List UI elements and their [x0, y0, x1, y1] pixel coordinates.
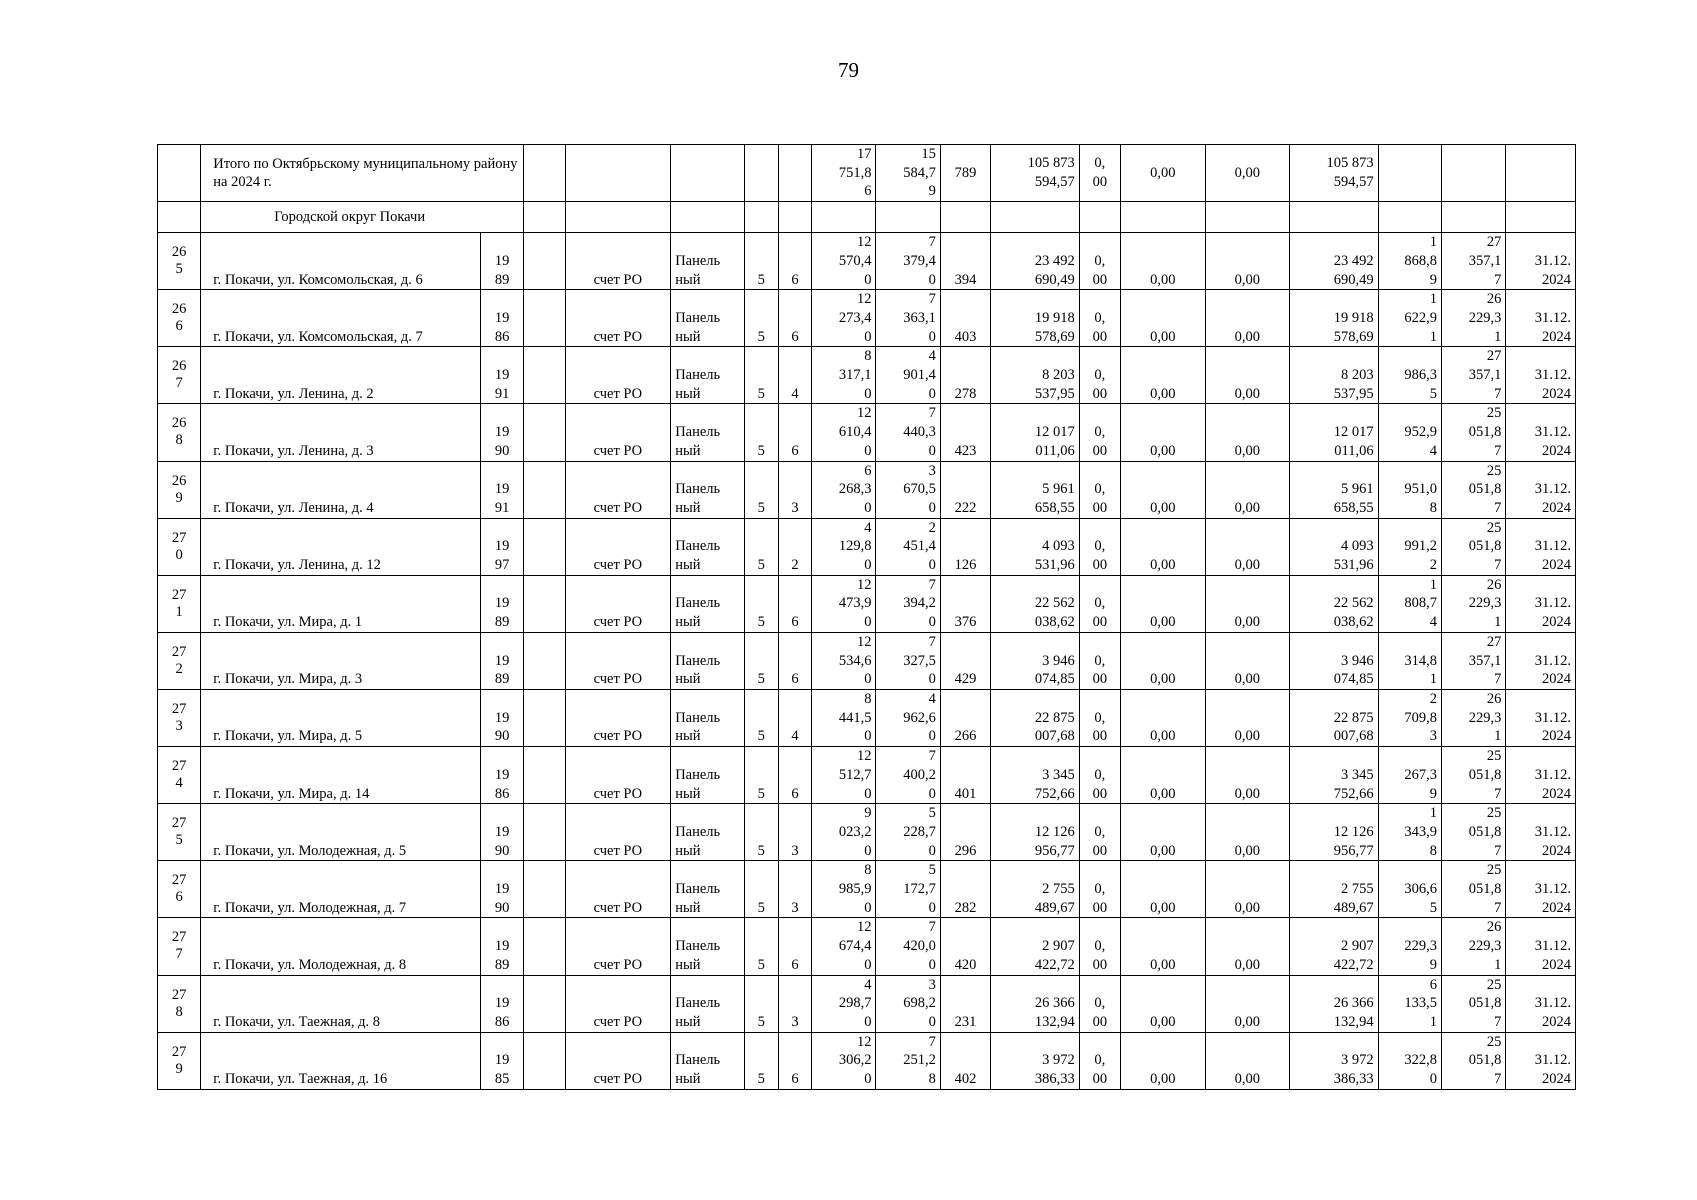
fund-share: 0, 00: [1079, 233, 1120, 290]
budget-share-1: 0,00: [1120, 518, 1205, 575]
wall-material: Панель ный: [671, 290, 744, 347]
entrances: 2: [778, 518, 811, 575]
completion-date: 31.12. 2024: [1506, 404, 1576, 461]
entrances: 6: [778, 233, 811, 290]
build-year: 19 89: [481, 575, 524, 632]
budget-share-1: 0,00: [1120, 461, 1205, 518]
capital-repair-table: [157, 144, 1576, 1090]
build-year: 19 91: [481, 347, 524, 404]
table-row: [158, 404, 1576, 461]
owners-funds: 22 562 038,62: [1290, 575, 1379, 632]
owners-funds: 19 918 578,69: [1290, 290, 1379, 347]
cost-limit: 27 357,1 7: [1441, 347, 1505, 404]
living-area: 5 172,7 0: [876, 861, 940, 918]
owners-funds: 3 972 386,33: [1290, 1032, 1379, 1089]
total-area: 12 570,4 0: [812, 233, 876, 290]
row-number: 27 0: [158, 518, 201, 575]
funding-method: счет РО: [565, 975, 671, 1032]
living-area: 7 420,0 0: [876, 918, 940, 975]
budget-share-2: 0,00: [1205, 747, 1290, 804]
unit-cost: 1 343,9 8: [1378, 804, 1441, 861]
living-area: 7 400,2 0: [876, 747, 940, 804]
floors: 5: [744, 347, 778, 404]
row-number: 27 8: [158, 975, 201, 1032]
total-area: 12 306,2 0: [812, 1032, 876, 1089]
total-area: 12 473,9 0: [812, 575, 876, 632]
fund-share: 0, 00: [1079, 861, 1120, 918]
completion-date: 31.12. 2024: [1506, 861, 1576, 918]
total-area: 8 317,1 0: [812, 347, 876, 404]
row-number: 27 6: [158, 861, 201, 918]
row-number: 27 7: [158, 918, 201, 975]
table-row: [158, 290, 1576, 347]
funding-method: счет РО: [565, 518, 671, 575]
fund-share: 0, 00: [1079, 347, 1120, 404]
floors: 5: [744, 1032, 778, 1089]
owners-funds: 8 203 537,95: [1290, 347, 1379, 404]
cost-limit: 25 051,8 7: [1441, 461, 1505, 518]
funding-method: счет РО: [565, 347, 671, 404]
budget-share-1: 0,00: [1120, 632, 1205, 689]
budget-share-2: 0,00: [1205, 575, 1290, 632]
residents: 401: [940, 747, 990, 804]
entrances: 4: [778, 689, 811, 746]
build-year: 19 91: [481, 461, 524, 518]
owners-funds: 23 492 690,49: [1290, 233, 1379, 290]
funding-method: счет РО: [565, 1032, 671, 1089]
floors: 5: [744, 975, 778, 1032]
residents: 429: [940, 632, 990, 689]
budget-share-2: 0,00: [1205, 290, 1290, 347]
total-area: 9 023,2 0: [812, 804, 876, 861]
completion-date: 31.12. 2024: [1506, 1032, 1576, 1089]
repair-cost: 12 017 011,06: [991, 404, 1080, 461]
floors: 5: [744, 518, 778, 575]
row-number: 26 9: [158, 461, 201, 518]
cost-limit: 25 051,8 7: [1441, 975, 1505, 1032]
completion-date: 31.12. 2024: [1506, 575, 1576, 632]
row-number: 27 4: [158, 747, 201, 804]
fund-share: 0, 00: [1079, 975, 1120, 1032]
funding-method: счет РО: [565, 461, 671, 518]
total-area: 12 273,4 0: [812, 290, 876, 347]
funding-method: счет РО: [565, 233, 671, 290]
entrances: 6: [778, 918, 811, 975]
wall-material: Панель ный: [671, 975, 744, 1032]
floors: 5: [744, 918, 778, 975]
row-number: 27 5: [158, 804, 201, 861]
wall-material: Панель ный: [671, 461, 744, 518]
funding-method: счет РО: [565, 804, 671, 861]
table-row: [158, 861, 1576, 918]
row-number: 27 9: [158, 1032, 201, 1089]
repair-cost: 2 755 489,67: [991, 861, 1080, 918]
budget-share-1: 0,00: [1120, 233, 1205, 290]
repair-cost: 4 093 531,96: [991, 518, 1080, 575]
completion-date: 31.12. 2024: [1506, 918, 1576, 975]
fund-share: 0, 00: [1079, 290, 1120, 347]
repair-cost: 19 918 578,69: [991, 290, 1080, 347]
living-area: 2 451,4 0: [876, 518, 940, 575]
unit-cost: 1 622,9 1: [1378, 290, 1441, 347]
residents: 278: [940, 347, 990, 404]
address: г. Покачи, ул. Ленина, д. 12: [201, 518, 481, 575]
owners-funds: 3 345 752,66: [1290, 747, 1379, 804]
row-number: 26 8: [158, 404, 201, 461]
living-area: 7 363,1 0: [876, 290, 940, 347]
residents: 126: [940, 518, 990, 575]
table-row: [158, 518, 1576, 575]
build-year: 19 90: [481, 804, 524, 861]
completion-date: 31.12. 2024: [1506, 290, 1576, 347]
repair-cost: 22 562 038,62: [991, 575, 1080, 632]
budget-share-2: 0,00: [1205, 689, 1290, 746]
address: г. Покачи, ул. Ленина, д. 2: [201, 347, 481, 404]
funding-method: счет РО: [565, 404, 671, 461]
unit-cost: 322,8 0: [1378, 1032, 1441, 1089]
repair-cost: 3 345 752,66: [991, 747, 1080, 804]
cost-limit: 26 229,3 1: [1441, 918, 1505, 975]
owners-funds: 5 961 658,55: [1290, 461, 1379, 518]
repair-cost: 3 972 386,33: [991, 1032, 1080, 1089]
repair-cost: 5 961 658,55: [991, 461, 1080, 518]
row-number: 26 6: [158, 290, 201, 347]
living-area: 7 251,2 8: [876, 1032, 940, 1089]
wall-material: Панель ный: [671, 689, 744, 746]
completion-date: 31.12. 2024: [1506, 518, 1576, 575]
entrances: 6: [778, 404, 811, 461]
owners-funds: 2 755 489,67: [1290, 861, 1379, 918]
living-area: 4 901,4 0: [876, 347, 940, 404]
total-cost: 105 873 594,57: [991, 145, 1080, 202]
build-year: 19 90: [481, 689, 524, 746]
fund-share: 0, 00: [1079, 747, 1120, 804]
build-year: 19 90: [481, 861, 524, 918]
section-row: [158, 202, 1576, 233]
wall-material: Панель ный: [671, 404, 744, 461]
address: г. Покачи, ул. Мира, д. 5: [201, 689, 481, 746]
residents: 376: [940, 575, 990, 632]
total-area: 8 441,5 0: [812, 689, 876, 746]
total-residents: 789: [940, 145, 990, 202]
table-row: [158, 632, 1576, 689]
fund-share: 0, 00: [1079, 461, 1120, 518]
total-area: 12 674,4 0: [812, 918, 876, 975]
total-area: 17 751,8 6: [812, 145, 876, 202]
row-number: 27 1: [158, 575, 201, 632]
budget-share-2: 0,00: [1205, 461, 1290, 518]
entrances: 3: [778, 461, 811, 518]
cost-limit: 25 051,8 7: [1441, 518, 1505, 575]
budget-share-1: 0,00: [1120, 861, 1205, 918]
row-number: 27 3: [158, 689, 201, 746]
table-row: [158, 747, 1576, 804]
address: г. Покачи, ул. Таежная, д. 8: [201, 975, 481, 1032]
budget-share-1: 0,00: [1120, 347, 1205, 404]
owners-funds: 12 126 956,77: [1290, 804, 1379, 861]
budget-share-1: 0,00: [1120, 1032, 1205, 1089]
cost-limit: 26 229,3 1: [1441, 689, 1505, 746]
owners-funds: 2 907 422,72: [1290, 918, 1379, 975]
wall-material: Панель ный: [671, 804, 744, 861]
funding-method: счет РО: [565, 575, 671, 632]
total-row: [158, 145, 1576, 202]
total-living-area: 15 584,7 9: [876, 145, 940, 202]
cost-limit: 25 051,8 7: [1441, 804, 1505, 861]
budget-share-1: 0,00: [1120, 404, 1205, 461]
repair-cost: 22 875 007,68: [991, 689, 1080, 746]
address: г. Покачи, ул. Комсомольская, д. 7: [201, 290, 481, 347]
unit-cost: 951,0 8: [1378, 461, 1441, 518]
unit-cost: 314,8 1: [1378, 632, 1441, 689]
living-area: 3 698,2 0: [876, 975, 940, 1032]
unit-cost: 229,3 9: [1378, 918, 1441, 975]
build-year: 19 89: [481, 632, 524, 689]
unit-cost: 6 133,5 1: [1378, 975, 1441, 1032]
living-area: 7 394,2 0: [876, 575, 940, 632]
unit-cost: 991,2 2: [1378, 518, 1441, 575]
entrances: 6: [778, 632, 811, 689]
repair-cost: 2 907 422,72: [991, 918, 1080, 975]
floors: 5: [744, 804, 778, 861]
funding-method: счет РО: [565, 689, 671, 746]
cost-limit: 27 357,1 7: [1441, 632, 1505, 689]
floors: 5: [744, 290, 778, 347]
build-year: 19 86: [481, 290, 524, 347]
budget-share-1: 0,00: [1120, 918, 1205, 975]
fund-share: 0, 00: [1079, 575, 1120, 632]
residents: 282: [940, 861, 990, 918]
completion-date: 31.12. 2024: [1506, 689, 1576, 746]
owners-funds: 3 946 074,85: [1290, 632, 1379, 689]
unit-cost: 1 868,8 9: [1378, 233, 1441, 290]
fund-share: 0, 00: [1079, 689, 1120, 746]
residents: 296: [940, 804, 990, 861]
budget-share-2: 0,00: [1205, 404, 1290, 461]
total-area: 12 534,6 0: [812, 632, 876, 689]
completion-date: 31.12. 2024: [1506, 233, 1576, 290]
total-area: 8 985,9 0: [812, 861, 876, 918]
living-area: 7 327,5 0: [876, 632, 940, 689]
wall-material: Панель ный: [671, 575, 744, 632]
residents: 231: [940, 975, 990, 1032]
budget-share-2: 0,00: [1205, 233, 1290, 290]
wall-material: Панель ный: [671, 1032, 744, 1089]
table-row: [158, 975, 1576, 1032]
address: г. Покачи, ул. Молодежная, д. 5: [201, 804, 481, 861]
build-year: 19 89: [481, 918, 524, 975]
repair-cost: 23 492 690,49: [991, 233, 1080, 290]
address: г. Покачи, ул. Ленина, д. 4: [201, 461, 481, 518]
owners-funds: 4 093 531,96: [1290, 518, 1379, 575]
funding-method: счет РО: [565, 290, 671, 347]
completion-date: 31.12. 2024: [1506, 347, 1576, 404]
budget-share-2: 0,00: [1205, 347, 1290, 404]
fund-share: 0, 00: [1079, 632, 1120, 689]
build-year: 19 86: [481, 975, 524, 1032]
residents: 222: [940, 461, 990, 518]
unit-cost: 306,6 5: [1378, 861, 1441, 918]
cost-limit: 26 229,3 1: [1441, 290, 1505, 347]
repair-cost: 3 946 074,85: [991, 632, 1080, 689]
table-row: [158, 233, 1576, 290]
row-number: 27 2: [158, 632, 201, 689]
budget-share-2: 0,00: [1205, 632, 1290, 689]
completion-date: 31.12. 2024: [1506, 804, 1576, 861]
unit-cost: 986,3 5: [1378, 347, 1441, 404]
residents: 402: [940, 1032, 990, 1089]
address: г. Покачи, ул. Таежная, д. 16: [201, 1032, 481, 1089]
row-number: 26 7: [158, 347, 201, 404]
entrances: 6: [778, 1032, 811, 1089]
entrances: 3: [778, 804, 811, 861]
budget-share-2: 0,00: [1205, 861, 1290, 918]
cost-limit: 25 051,8 7: [1441, 404, 1505, 461]
budget-share-1: 0,00: [1120, 804, 1205, 861]
floors: 5: [744, 461, 778, 518]
budget-share-1: 0,00: [1120, 290, 1205, 347]
funding-method: счет РО: [565, 918, 671, 975]
total-fund: 0, 00: [1079, 145, 1120, 202]
table-row: [158, 461, 1576, 518]
budget-share-1: 0,00: [1120, 747, 1205, 804]
living-area: 5 228,7 0: [876, 804, 940, 861]
wall-material: Панель ный: [671, 518, 744, 575]
cost-limit: 27 357,1 7: [1441, 233, 1505, 290]
wall-material: Панель ный: [671, 632, 744, 689]
funding-method: счет РО: [565, 632, 671, 689]
fund-share: 0, 00: [1079, 918, 1120, 975]
build-year: 19 86: [481, 747, 524, 804]
floors: 5: [744, 404, 778, 461]
budget-share-2: 0,00: [1205, 975, 1290, 1032]
total-budget-1: 0,00: [1120, 145, 1205, 202]
floors: 5: [744, 861, 778, 918]
address: г. Покачи, ул. Мира, д. 3: [201, 632, 481, 689]
budget-share-1: 0,00: [1120, 689, 1205, 746]
entrances: 4: [778, 347, 811, 404]
residents: 403: [940, 290, 990, 347]
total-area: 6 268,3 0: [812, 461, 876, 518]
completion-date: 31.12. 2024: [1506, 747, 1576, 804]
residents: 420: [940, 918, 990, 975]
entrances: 6: [778, 575, 811, 632]
budget-share-2: 0,00: [1205, 1032, 1290, 1089]
wall-material: Панель ный: [671, 747, 744, 804]
entrances: 6: [778, 747, 811, 804]
address: г. Покачи, ул. Молодежная, д. 8: [201, 918, 481, 975]
funding-method: счет РО: [565, 747, 671, 804]
address: г. Покачи, ул. Молодежная, д. 7: [201, 861, 481, 918]
wall-material: Панель ный: [671, 347, 744, 404]
build-year: 19 85: [481, 1032, 524, 1089]
unit-cost: 267,3 9: [1378, 747, 1441, 804]
entrances: 3: [778, 861, 811, 918]
section-title: Городской округ Покачи: [201, 202, 524, 233]
unit-cost: 1 808,7 4: [1378, 575, 1441, 632]
budget-share-2: 0,00: [1205, 804, 1290, 861]
fund-share: 0, 00: [1079, 518, 1120, 575]
floors: 5: [744, 747, 778, 804]
repair-cost: 26 366 132,94: [991, 975, 1080, 1032]
wall-material: Панель ный: [671, 918, 744, 975]
wall-material: Панель ный: [671, 233, 744, 290]
fund-share: 0, 00: [1079, 1032, 1120, 1089]
living-area: 7 379,4 0: [876, 233, 940, 290]
wall-material: Панель ный: [671, 861, 744, 918]
funding-method: счет РО: [565, 861, 671, 918]
budget-share-2: 0,00: [1205, 518, 1290, 575]
floors: 5: [744, 689, 778, 746]
address: г. Покачи, ул. Мира, д. 14: [201, 747, 481, 804]
unit-cost: 952,9 4: [1378, 404, 1441, 461]
residents: 394: [940, 233, 990, 290]
fund-share: 0, 00: [1079, 804, 1120, 861]
address: г. Покачи, ул. Мира, д. 1: [201, 575, 481, 632]
floors: 5: [744, 632, 778, 689]
fund-share: 0, 00: [1079, 404, 1120, 461]
total-area: 4 298,7 0: [812, 975, 876, 1032]
entrances: 3: [778, 975, 811, 1032]
budget-share-1: 0,00: [1120, 575, 1205, 632]
total-own-funds: 105 873 594,57: [1290, 145, 1379, 202]
repair-cost: 12 126 956,77: [991, 804, 1080, 861]
table-row: [158, 689, 1576, 746]
unit-cost: 2 709,8 3: [1378, 689, 1441, 746]
table-row: [158, 804, 1576, 861]
living-area: 4 962,6 0: [876, 689, 940, 746]
total-area: 12 610,4 0: [812, 404, 876, 461]
budget-share-1: 0,00: [1120, 975, 1205, 1032]
address: г. Покачи, ул. Комсомольская, д. 6: [201, 233, 481, 290]
owners-funds: 22 875 007,68: [1290, 689, 1379, 746]
table-row: [158, 918, 1576, 975]
completion-date: 31.12. 2024: [1506, 975, 1576, 1032]
cost-limit: 25 051,8 7: [1441, 861, 1505, 918]
entrances: 6: [778, 290, 811, 347]
cost-limit: 26 229,3 1: [1441, 575, 1505, 632]
total-area: 12 512,7 0: [812, 747, 876, 804]
page-number: 79: [838, 58, 859, 82]
repair-cost: 8 203 537,95: [991, 347, 1080, 404]
budget-share-2: 0,00: [1205, 918, 1290, 975]
table-row: [158, 1032, 1576, 1089]
living-area: 3 670,5 0: [876, 461, 940, 518]
row-number: 26 5: [158, 233, 201, 290]
table-row: [158, 575, 1576, 632]
cost-limit: 25 051,8 7: [1441, 1032, 1505, 1089]
total-area: 4 129,8 0: [812, 518, 876, 575]
living-area: 7 440,3 0: [876, 404, 940, 461]
build-year: 19 90: [481, 404, 524, 461]
residents: 423: [940, 404, 990, 461]
cost-limit: 25 051,8 7: [1441, 747, 1505, 804]
total-budget-2: 0,00: [1205, 145, 1290, 202]
owners-funds: 26 366 132,94: [1290, 975, 1379, 1032]
floors: 5: [744, 233, 778, 290]
address: г. Покачи, ул. Ленина, д. 3: [201, 404, 481, 461]
completion-date: 31.12. 2024: [1506, 632, 1576, 689]
build-year: 19 97: [481, 518, 524, 575]
residents: 266: [940, 689, 990, 746]
table-row: [158, 347, 1576, 404]
build-year: 19 89: [481, 233, 524, 290]
floors: 5: [744, 575, 778, 632]
owners-funds: 12 017 011,06: [1290, 404, 1379, 461]
completion-date: 31.12. 2024: [1506, 461, 1576, 518]
total-label: Итого по Октябрьскому муниципальному районy на 2024 г.: [201, 145, 524, 202]
